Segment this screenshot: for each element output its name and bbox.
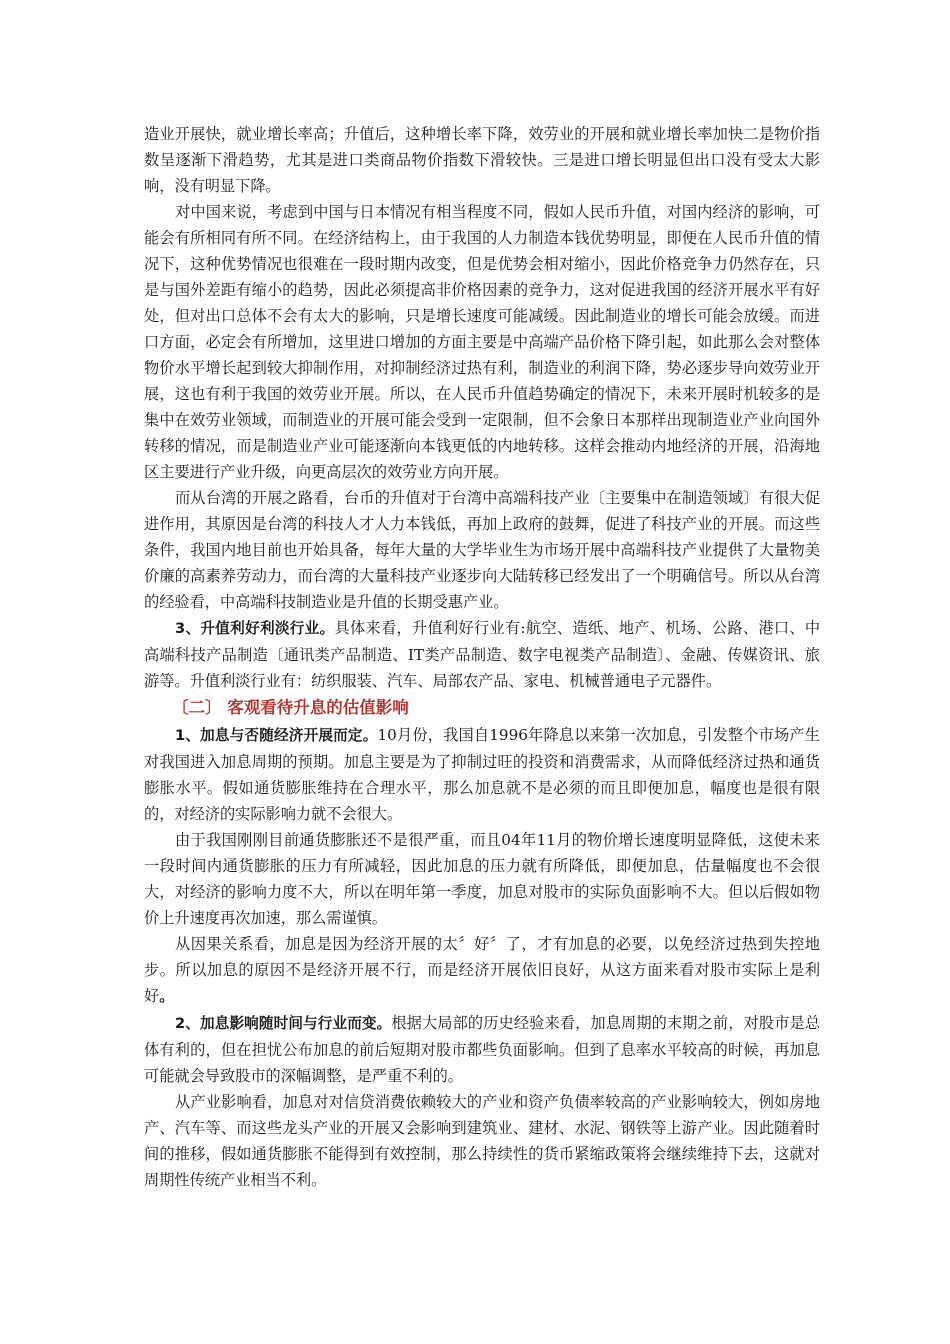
document-page <box>144 121 820 1193</box>
paragraph-7-tail: 。 <box>159 988 174 1005</box>
paragraph-3: 而从台湾的开展之路看，台币的升值对于台湾中高端科技产业〔主要集中在制造领域〕有很大促进作用，其原因是台湾的科技人才人力本钱低，再加上政府的鼓舞，促进了科技产业的开展。而这些条件，我国内地目前也开始具备，每年大量的大学毕业生为市场开展中高端科技产业提供了大量物美价廉的高素养劳动力，而台湾的大量科技产业逐步向大陆转移已经发出了一个明确信号。所以从台湾的经验看，中高端科技制造业是升值的长期受惠产业。 <box>144 489 820 611</box>
paragraph-1: 造业开展快，就业增长率高；升值后，这种增长率下降，效劳业的开展和就业增长率加快二是物价指数呈逐渐下滑趋势，尤其是进口类商品物价指数下滑较快。三是进口增长明显但出口没有受太大影响，没有明显下降。 <box>144 125 820 195</box>
paragraph-4-lead: 3、升值利好利淡行业。 <box>175 620 335 637</box>
paragraph-8-lead: 2、加息影响随时间与行业而变。 <box>175 1015 392 1032</box>
paragraph-2: 对中国来说，考虑到中国与日本情况有相当程度不同，假如人民币升值，对国内经济的影响，可能会有所相同有所不同。在经济结构上，由于我国的人力制造本钱优势明显，即便在人民币升值的情况下，这种优势情况也很难在一段时期内改变，但是优势会相对缩小，因此价格竞争力仍然存在，只是与国外差距有缩小的趋势，因此必须提高非价格因素的竞争力，这对促进我国的经济开展水平有好处，但对出口总体不会有太大的影响，只是增长速度可能减缓。因此制造业的增长可能会放缓。而进口方面，必定会有所增加，这里进口增加的方面主要是中高端产品价格下降引起，如此那么会对整体物价水平增长起到较大抑制作用，对抑制经济过热有利，制造业的利润下降，势必逐步导向效劳业开展，这也有利于我国的效劳业开展。所以，在人民币升值趋势确定的情况下，未来开展时机较多的是集中在效劳业领域，而制造业的开展可能会受到一定限制，但不会象日本那样出现制造业产业向国外转移的情况，而是制造业产业可能逐渐向本钱更低的内地转移。这样会推动内地经济的开展，沿海地区主要进行产业升级，向更高层次的效劳业方向开展。 <box>144 203 820 481</box>
paragraph-5-lead: 1、加息与否随经济开展而定。 <box>175 727 378 744</box>
paragraph-4 <box>144 615 820 694</box>
paragraph-5-body: 10月份，我国自1996年降息以来第一次加息，引发整个市场产生对我国进入加息周期的预期。加息主要是为了抑制过旺的投资和消费需求，从而降低经济过热和通货膨胀水平。假如通货膨胀维持在合理水平，那么加息就不是必须的而且即便加息，幅度也是很有限的，对经济的实际影响力就不会很大。 <box>144 726 820 823</box>
paragraph-9: 从产业影响看，加息对对信贷消费依赖较大的产业和资产负债率较高的产业影响较大，例如房地产、汽车等、而这些龙头产业的开展又会影响到建筑业、建材、水泥、钢铁等上游产业。因此随着时间的推移，假如通货膨胀不能得到有效控制，那么持续性的货币紧缩政策将会继续维持下去，这就对周期性传统产业相当不利。 <box>144 1093 820 1189</box>
paragraph-7 <box>144 931 820 1010</box>
paragraph-8-body: 根据大局部的历史经验来看，加息周期的末期之前，对股市是总体有利的，但在担忧公布加息的前后短期对股市都些负面影响。但到了息率水平较高的时候，再加息可能就会导致股市的深幅调整，是严重不利的。 <box>144 1014 821 1085</box>
section-heading: 〔二〕 客观看待升息的估值影响 <box>172 698 409 717</box>
paragraph-7-body: 从因果关系看，加息是因为经济开展的太〞好〞了，才有加息的必要，以免经济过热到失控地步。所以加息的原因不是经济开展不行，而是经济开展依旧良好，从这方面来看对股市实际上是利好 <box>144 935 820 1005</box>
paragraph-8 <box>144 1010 820 1089</box>
paragraph-6: 由于我国刚刚目前通货膨胀还不是很严重，而且04年11月的物价增长速度明显降低，这使未来一段时间内通货膨胀的压力有所减轻，因此加息的压力就有所降低，即便加息，估量幅度也不会很大，对经济的影响力度不大，所以在明年第一季度，加息对股市的实际负面影响不大。但以后假如物价上升速度再次加速，那么需谨慎。 <box>144 831 820 927</box>
paragraph-5 <box>144 722 820 827</box>
paragraph-4-body: 具体来看，升值利好行业有:航空、造纸、地产、机场、公路、港口、中高端科技产品制造〔通讯类产品制造、IT类产品制造、数字电视类产品制造〕、金融、传媒资讯、旅游等。升值利淡行业有：纺织服装、汽车、局部农产品、家电、机械普通电子元器件。 <box>144 619 821 690</box>
